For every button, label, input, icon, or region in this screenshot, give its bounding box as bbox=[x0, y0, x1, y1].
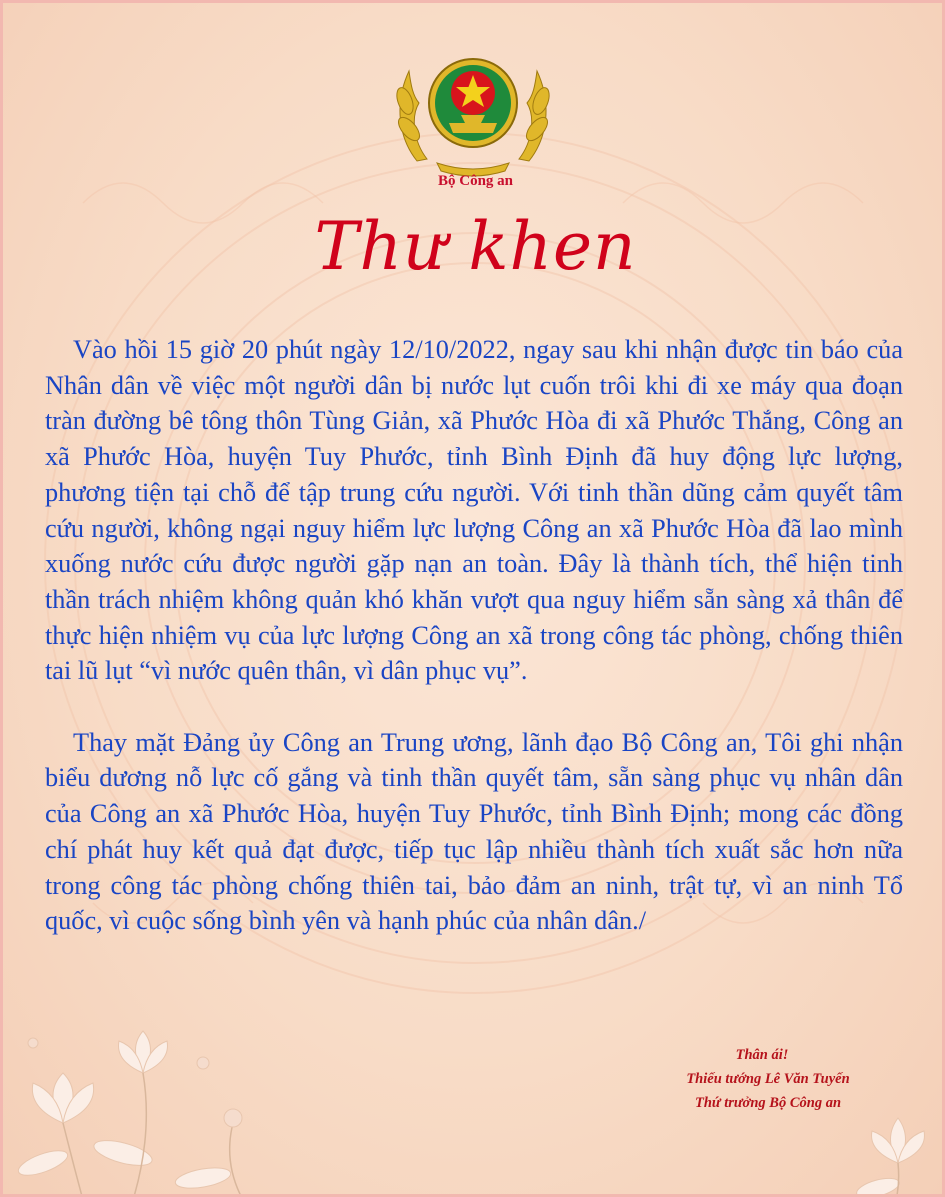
letter-title: Thư khen bbox=[314, 208, 637, 285]
signer-name: Thiếu tướng Lê Văn Tuyến bbox=[686, 1071, 850, 1087]
closing-greeting: Thân ái! bbox=[735, 1047, 789, 1063]
organization-name: Bộ Công an bbox=[437, 173, 514, 189]
lotus-flowers-icon bbox=[3, 1003, 293, 1197]
signature-block bbox=[613, 1043, 923, 1115]
signer-position: Thứ trưởng Bộ Công an bbox=[694, 1095, 842, 1111]
letter-paragraph: Thay mặt Đảng ủy Công an Trung ương, lãnh đạo Bộ Công an, Tôi ghi nhận biểu dương nỗ lực cố gắng và tinh thần quyết tâm, sẵn sàng phục vụ nhân dân của Công an xã Phước Hòa, huyện Tuy Phước, tỉnh Bình Định; mong các đồng chí phát huy kết quả đạt được, tiếp tục lập nhiều thành tích xuất sắc hơn nữa trong công tác phòng chống thiên tai, bảo đảm an ninh, trật tự, vì an ninh Tổ quốc, vì cuộc sống bình yên và hạnh phúc của nhân dân./ bbox=[45, 727, 903, 936]
police-emblem-icon bbox=[387, 41, 559, 177]
letter-body bbox=[45, 332, 903, 939]
letter-paragraph: Vào hồi 15 giờ 20 phút ngày 12/10/2022, ngay sau khi nhận được tin báo của Nhân dân về việc một người dân bị nước lụt cuốn trôi khi đi xe máy qua đoạn tràn đường bê tông thôn Tùng Giản, xã Phước Hòa đi xã Phước Thắng, Công an xã Phước Hòa, huyện Tuy Phước, tỉnh Bình Định đã huy động lực lượng, phương tiện tại chỗ để tập trung cứu người. Với tinh thần dũng cảm quyết tâm cứu người, không ngại nguy hiểm lực lượng Công an xã Phước Hòa đã lao mình xuống nước cứu được người gặp nạn an toàn. Đây là thành tích, thể hiện tinh thần trách nhiệm không quản khó khăn vượt qua nguy hiểm sẵn sàng xả thân để thực hiện nhiệm vụ của lực lượng Công an xã trong công tác phòng, chống thiên tai lũ lụt “vì nước quên thân, vì dân phục vụ”. bbox=[45, 335, 903, 686]
